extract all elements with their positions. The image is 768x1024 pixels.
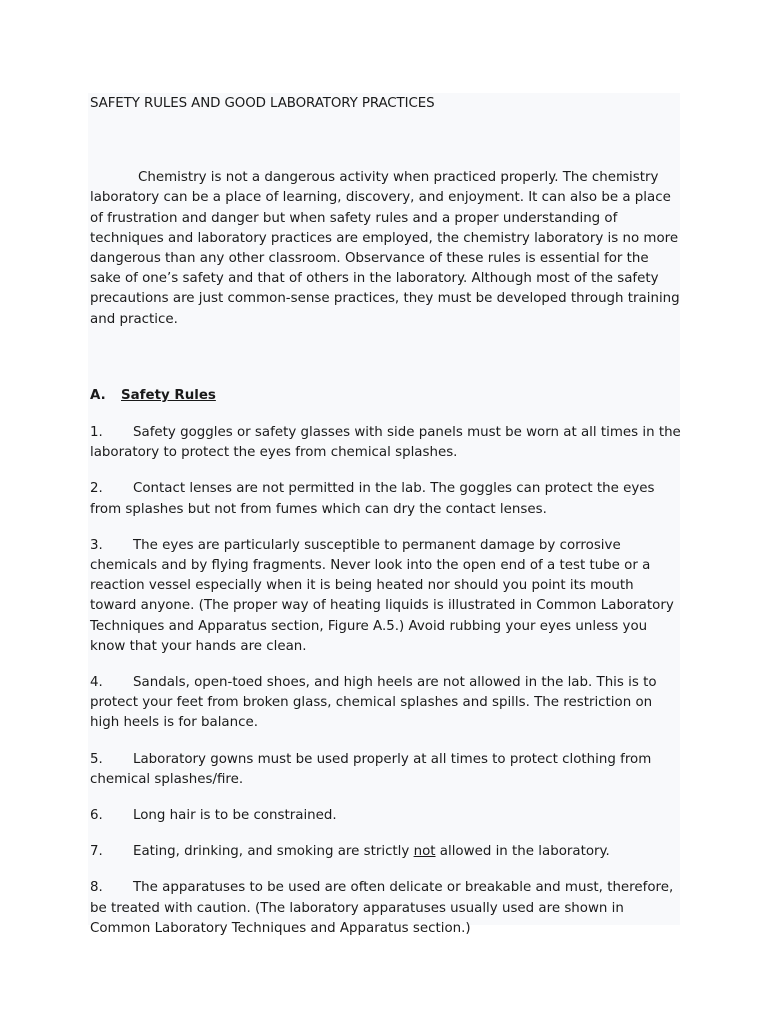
rule-text: Safety goggles or safety glasses with side panels must be worn at all times in the laboratory to protect the eyes from chemical splashes. xyxy=(90,425,681,461)
rule-text: Contact lenses are not permitted in the lab. The goggles can protect the eyes from splashes but not from fumes which can dry the contact lenses. xyxy=(90,481,655,517)
rule-1 xyxy=(90,423,682,463)
rule-4 xyxy=(90,673,682,734)
rule-text: Laboratory gowns must be used properly at all times to protect clothing from chemical splashes/fire. xyxy=(90,751,652,787)
rule-2 xyxy=(90,479,682,519)
section-letter: A. xyxy=(90,387,106,403)
rule-text: The eyes are particularly susceptible to permanent damage by corrosive chemicals and by flying fragments. Never look into the open end of a test tube or a reaction vessel especially when it is being heated nor should you point its mouth toward anyone. (The proper way of heating liquids is illustrated in Common Laboratory Techniques and Apparatus section, Figure A.5.) Avoid rubbing your eyes unless you know that your hands are clean. xyxy=(90,537,674,654)
rule-text: Sandals, open-toed shoes, and high heels are not allowed in the lab. This is to protect your feet from broken glass, chemical splashes and spills. The restriction on high heels is for balance. xyxy=(90,675,657,731)
rule-number: 7. xyxy=(90,844,103,860)
rule-number: 1. xyxy=(90,425,103,441)
rule-text: The apparatuses to be used are often delicate or breakable and must, therefore, be treated with caution. (The laboratory apparatuses usually used are shown in Common Laboratory Techniques and Apparatus section.) xyxy=(90,880,674,936)
rule-number: 2. xyxy=(90,481,103,497)
rule-number: 6. xyxy=(90,808,103,824)
rule-6 xyxy=(90,806,682,826)
section-heading xyxy=(90,386,682,406)
rule-text-emphasis: not xyxy=(413,844,436,860)
page-title: SAFETY RULES AND GOOD LABORATORY PRACTICES xyxy=(90,96,435,111)
rule-number: 4. xyxy=(90,675,103,691)
rule-number: 8. xyxy=(90,880,103,896)
intro-paragraph: Chemistry is not a dangerous activity when practiced properly. The chemistry laboratory can be a place of learning, discovery, and enjoyment. It can also be a place of frustration and danger but when safety rules and a proper understanding of techniques and laboratory practices are employed, the chemistry laboratory is no more dangerous than any other classroom. Observance of these rules is essential for the sake of one’s safety and that of others in the laboratory. Although most of the safety precautions are just common-sense practices, they must be developed through training and practice. xyxy=(90,170,680,327)
rule-5 xyxy=(90,750,682,790)
document-content xyxy=(90,94,682,939)
rule-text-before: Eating, drinking, and smoking are strictly xyxy=(133,844,414,860)
rule-number: 5. xyxy=(90,751,103,767)
section-title: Safety Rules xyxy=(121,387,216,403)
rule-3 xyxy=(90,536,682,657)
rule-number: 3. xyxy=(90,537,103,553)
rule-8 xyxy=(90,878,682,939)
rule-text: Long hair is to be constrained. xyxy=(133,808,337,824)
rule-text-after: allowed in the laboratory. xyxy=(435,844,610,860)
rule-7 xyxy=(90,842,682,862)
